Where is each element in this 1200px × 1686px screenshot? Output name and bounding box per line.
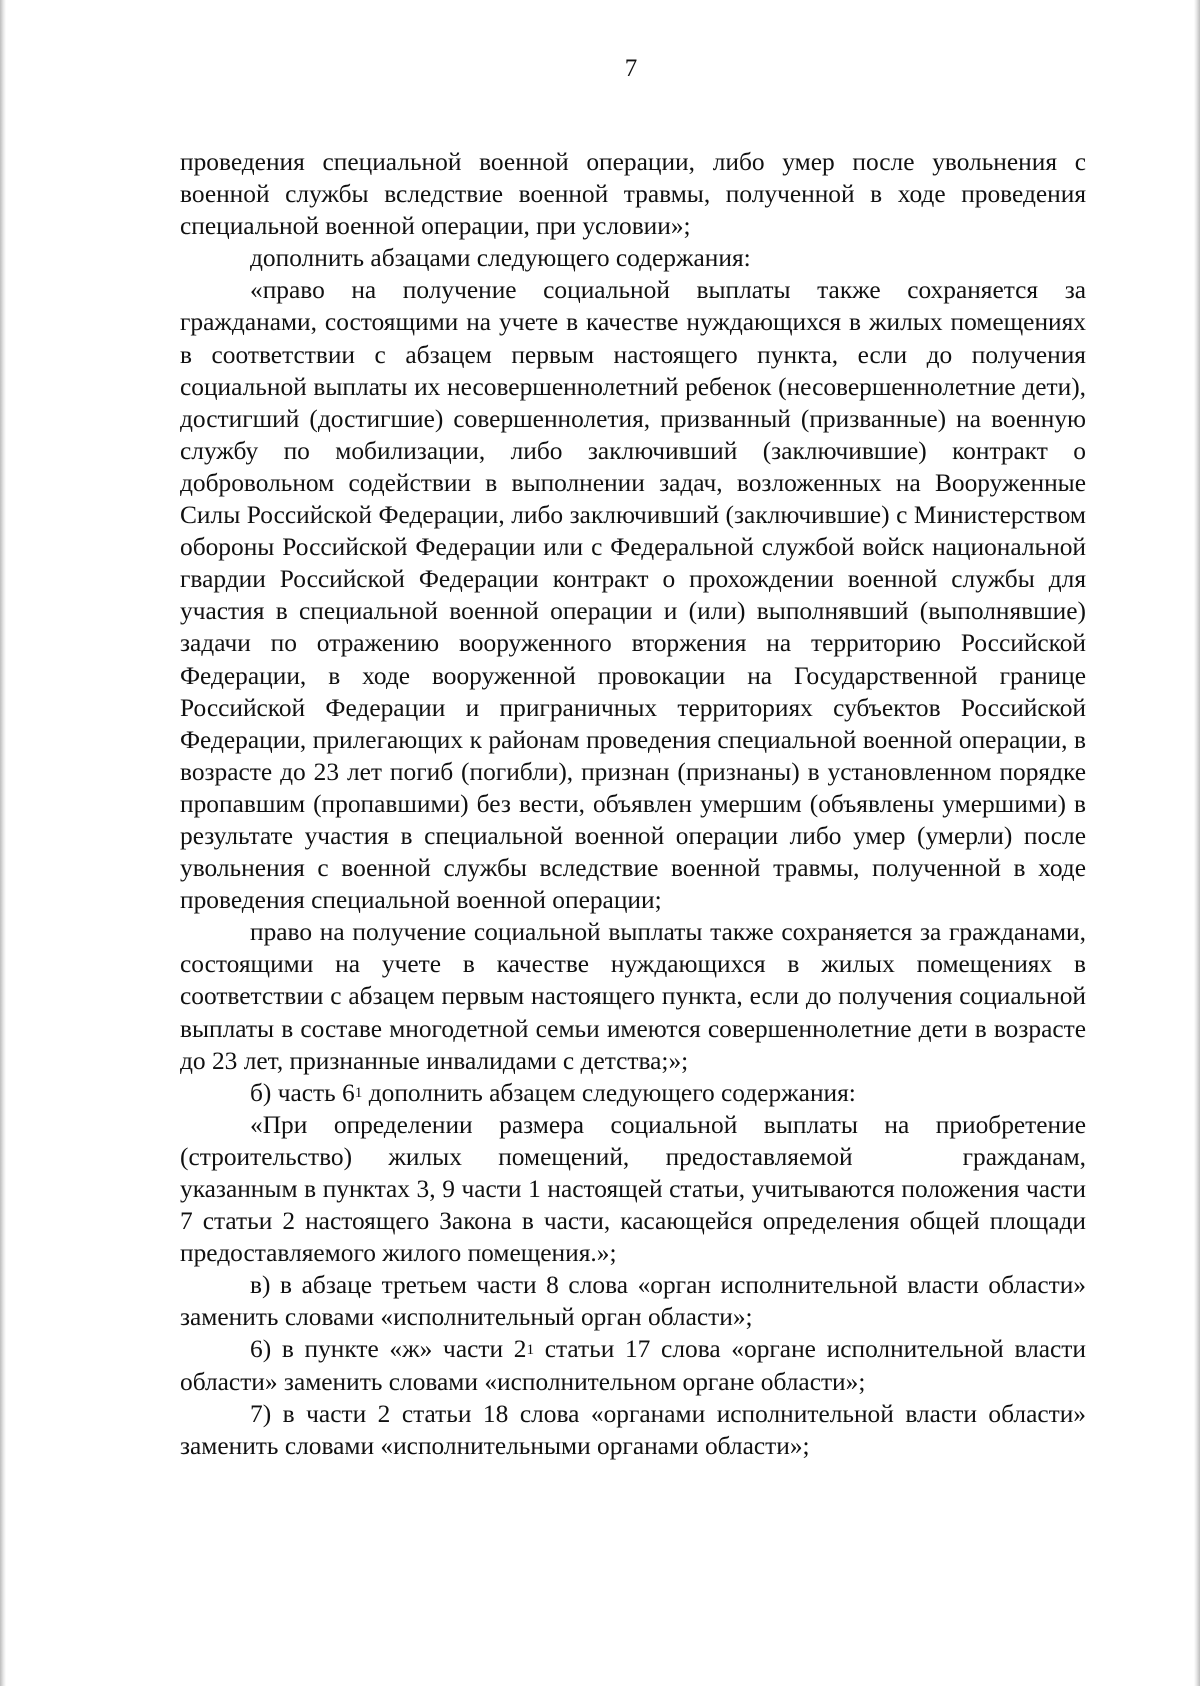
paragraph-b-text: б) часть 6 <box>250 1078 355 1107</box>
paragraph-quoted-right-large-family: право на получение социальной выплаты также сохраняется за гражданами, состоящими на учете в качестве нуждающихся в жилых помещениях в соответствии с абзацем первым настоящего пункта, если до получения социальной выплаты в составе многодетной семьи имеются совершеннолетние дети в возрасте до 23 лет, признанные инвалидами с детства;»; <box>180 918 1086 1075</box>
page-number: 7 <box>624 55 638 82</box>
paragraph-item-6 <box>180 1333 1086 1397</box>
document-body <box>180 146 1086 1462</box>
paragraph-b <box>180 1077 1086 1109</box>
paragraph-item-6-superscript: 1 <box>526 1340 535 1358</box>
scan-edge-left <box>0 0 6 1686</box>
paragraph-v: в) в абзаце третьем части 8 слова «орган исполнительной власти области» заменить словами «исполнительный орган области»; <box>180 1271 1086 1332</box>
paragraph-quoted-size-part2: гражданам, указанным в пунктах 3, 9 части 1 настоящей статьи, учитываются положения части 7 статьи 2 настоящего Закона в части, касающейся определения общей площади предоставляемого жилого помещения.»; <box>180 1142 1086 1268</box>
paragraph-b-text-rest: дополнить абзацем следующего содержания: <box>362 1078 856 1107</box>
paragraph-quoted-size-determination <box>180 1109 1086 1269</box>
paragraph-item-6-text: 6) в пункте «ж» части 2 <box>250 1335 527 1364</box>
paragraph-b-superscript: 1 <box>354 1083 363 1101</box>
paragraph-supplement-intro: дополнить абзацами следующего содержания: <box>250 244 751 273</box>
paragraph-quoted-size-part1: «При определении размера социальной выплаты на приобретение (строительство) жилых помещений, предоставляемой <box>180 1110 1086 1171</box>
scan-edge-right <box>1194 0 1200 1686</box>
paragraph-item-7: 7) в части 2 статьи 18 слова «органами исполнительной власти области» заменить словами «исполнительными органами области»; <box>180 1399 1086 1460</box>
paragraph-item-6-text-rest: статьи 17 слова «органе исполнительной власти области» заменить словами «исполнительном органе области»; <box>180 1335 1086 1396</box>
paragraph-quoted-right-mobilized: «право на получение социальной выплаты также сохраняется за гражданами, состоящими на учете в качестве нуждающихся в жилых помещениях в соответствии с абзацем первым настоящего пункта, если до получения социальной выплаты их несовершеннолетний ребенок (несовершеннолетние дети), достигший (достигшие) совершеннолетия, призванный (призванные) на военную службу по мобилизации, либо заключивший (заключившие) контракт о добровольном содействии в выполнении задач, возложенных на Вооруженные Силы Российской Федерации, либо заключивший (заключившие) с Министерством обороны Российской Федерации или с Федеральной службой войск национальной гвардии Российской Федерации контракт о прохождении военной службы для участия в специальной военной операции и (или) выполнявший (выполнявшие) задачи по отражению вооруженного вторжения на территорию Российской Федерации, в ходе вооруженной провокации на Государственной границе Российской Федерации и приграничных территориях субъектов Российской Федерации, прилегающих к районам проведения специальной военной операции, в возрасте до 23 лет погиб (погибли), признан (признаны) в установленном порядке пропавшим (пропавшими) без вести, объявлен умершим (объявлены умершими) в результате участия в специальной военной операции либо умер (умерли) после увольнения с военной службы вследствие военной травмы, полученной в ходе проведения специальной военной операции; <box>180 276 1086 915</box>
paragraph-continuation: проведения специальной военной операции, либо умер после увольнения с военной службы вследствие военной травмы, полученной в ходе проведения специальной военной операции, при условии»; <box>180 148 1086 241</box>
